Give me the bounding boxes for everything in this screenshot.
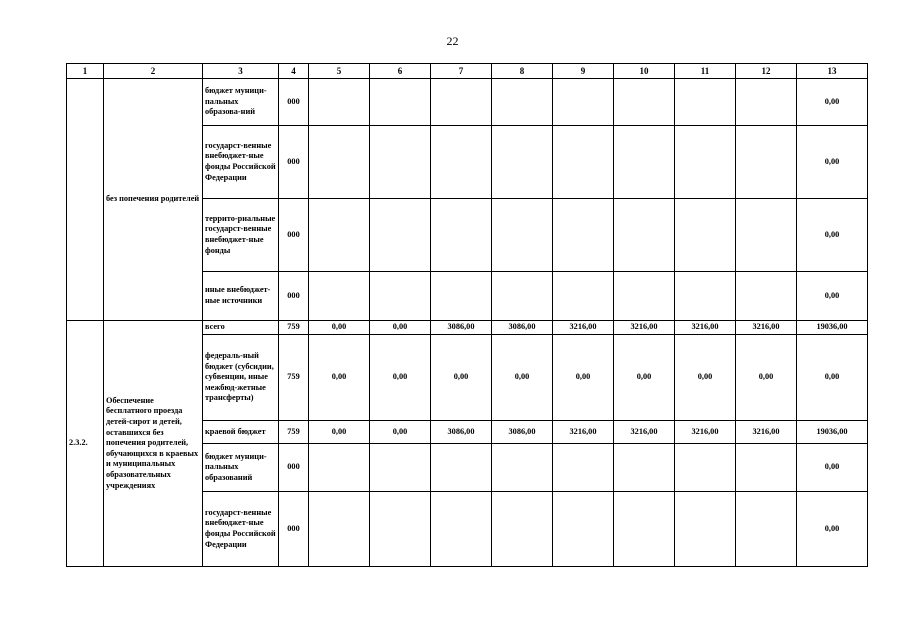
col-header: 8 <box>492 64 553 79</box>
value-cell <box>370 272 431 321</box>
col-header: 6 <box>370 64 431 79</box>
col-header: 12 <box>736 64 797 79</box>
value-cell: 0,00 <box>675 335 736 421</box>
value-cell <box>736 79 797 126</box>
col-header: 5 <box>309 64 370 79</box>
total-cell: 0,00 <box>797 79 868 126</box>
value-cell: 3216,00 <box>675 421 736 444</box>
value-cell <box>553 126 614 199</box>
total-cell: 0,00 <box>797 126 868 199</box>
value-cell <box>736 199 797 272</box>
value-cell: 3086,00 <box>492 321 553 335</box>
value-cell: 0,00 <box>309 335 370 421</box>
value-cell: 3216,00 <box>614 421 675 444</box>
funding-source: бюджет муници-пальных образова-ний <box>203 79 279 126</box>
value-cell: 0,00 <box>553 335 614 421</box>
budget-table <box>66 63 868 567</box>
value-cell: 0,00 <box>614 335 675 421</box>
row-number <box>67 79 104 321</box>
code-cell: 000 <box>279 79 309 126</box>
value-cell <box>309 444 370 492</box>
value-cell: 0,00 <box>309 421 370 444</box>
value-cell: 3216,00 <box>614 321 675 335</box>
value-cell <box>431 272 492 321</box>
funding-source: террито-риальные государст-венные внебюджет-ные фонды <box>203 199 279 272</box>
value-cell <box>492 444 553 492</box>
value-cell <box>309 126 370 199</box>
code-cell: 759 <box>279 335 309 421</box>
total-cell: 0,00 <box>797 492 868 567</box>
value-cell <box>492 126 553 199</box>
value-cell <box>553 444 614 492</box>
value-cell: 3216,00 <box>553 421 614 444</box>
code-cell: 759 <box>279 421 309 444</box>
item-name: без попечения родителей <box>104 79 203 321</box>
code-cell: 759 <box>279 321 309 335</box>
value-cell <box>614 444 675 492</box>
value-cell <box>675 79 736 126</box>
value-cell: 3086,00 <box>492 421 553 444</box>
header-row <box>67 64 868 79</box>
value-cell: 0,00 <box>370 335 431 421</box>
value-cell <box>431 492 492 567</box>
value-cell: 3216,00 <box>736 321 797 335</box>
code-cell: 000 <box>279 444 309 492</box>
col-header: 1 <box>67 64 104 79</box>
value-cell <box>675 126 736 199</box>
value-cell: 0,00 <box>736 335 797 421</box>
col-header: 4 <box>279 64 309 79</box>
value-cell <box>553 272 614 321</box>
total-cell: 0,00 <box>797 272 868 321</box>
value-cell: 3086,00 <box>431 321 492 335</box>
col-header: 10 <box>614 64 675 79</box>
value-cell <box>309 492 370 567</box>
total-cell: 19036,00 <box>797 421 868 444</box>
value-cell: 0,00 <box>309 321 370 335</box>
funding-source: государст-венные внебюджет-ные фонды Российской Федерации <box>203 126 279 199</box>
value-cell <box>370 199 431 272</box>
value-cell <box>553 79 614 126</box>
value-cell <box>492 492 553 567</box>
value-cell <box>492 199 553 272</box>
value-cell: 0,00 <box>431 335 492 421</box>
value-cell <box>553 199 614 272</box>
value-cell <box>614 492 675 567</box>
code-cell: 000 <box>279 126 309 199</box>
value-cell <box>736 272 797 321</box>
col-header: 11 <box>675 64 736 79</box>
code-cell: 000 <box>279 199 309 272</box>
value-cell <box>431 126 492 199</box>
value-cell: 3216,00 <box>553 321 614 335</box>
value-cell <box>370 126 431 199</box>
value-cell <box>309 79 370 126</box>
total-cell: 0,00 <box>797 199 868 272</box>
total-cell: 19036,00 <box>797 321 868 335</box>
value-cell <box>370 492 431 567</box>
value-cell <box>614 272 675 321</box>
col-header: 9 <box>553 64 614 79</box>
funding-source: бюджет муници-пальных образований <box>203 444 279 492</box>
col-header: 2 <box>104 64 203 79</box>
value-cell <box>309 272 370 321</box>
funding-source: федераль-ный бюджет (субсидии, субвенции, иные межбюд-жетные трансферты) <box>203 335 279 421</box>
value-cell <box>614 126 675 199</box>
value-cell <box>675 272 736 321</box>
value-cell <box>736 444 797 492</box>
value-cell <box>492 272 553 321</box>
value-cell <box>431 79 492 126</box>
value-cell: 0,00 <box>492 335 553 421</box>
value-cell <box>370 444 431 492</box>
value-cell: 0,00 <box>370 421 431 444</box>
col-header: 13 <box>797 64 868 79</box>
funding-source: иные внебюджет-ные источники <box>203 272 279 321</box>
value-cell <box>675 492 736 567</box>
value-cell <box>431 444 492 492</box>
total-cell: 0,00 <box>797 335 868 421</box>
value-cell: 0,00 <box>370 321 431 335</box>
value-cell <box>675 444 736 492</box>
item-name: Обеспечение бесплатного проезда детей-сирот и детей, оставшихся без попечения родителей, обучающихся в краевых и муниципальных образовательных учреждениях <box>104 321 203 567</box>
value-cell <box>370 79 431 126</box>
funding-source: государст-венные внебюджет-ные фонды Российской Федерации <box>203 492 279 567</box>
col-header: 3 <box>203 64 279 79</box>
value-cell <box>736 492 797 567</box>
table-row <box>67 79 868 126</box>
table-row <box>67 321 868 335</box>
funding-source: краевой бюджет <box>203 421 279 444</box>
value-cell: 3216,00 <box>675 321 736 335</box>
value-cell <box>553 492 614 567</box>
value-cell <box>309 199 370 272</box>
code-cell: 000 <box>279 272 309 321</box>
value-cell <box>492 79 553 126</box>
col-header: 7 <box>431 64 492 79</box>
value-cell <box>431 199 492 272</box>
funding-source: всего <box>203 321 279 335</box>
page-number: 22 <box>446 34 459 48</box>
code-cell: 000 <box>279 492 309 567</box>
value-cell: 3086,00 <box>431 421 492 444</box>
value-cell <box>614 79 675 126</box>
row-number: 2.3.2. <box>67 321 104 567</box>
value-cell <box>614 199 675 272</box>
value-cell <box>736 126 797 199</box>
value-cell <box>675 199 736 272</box>
total-cell: 0,00 <box>797 444 868 492</box>
value-cell: 3216,00 <box>736 421 797 444</box>
